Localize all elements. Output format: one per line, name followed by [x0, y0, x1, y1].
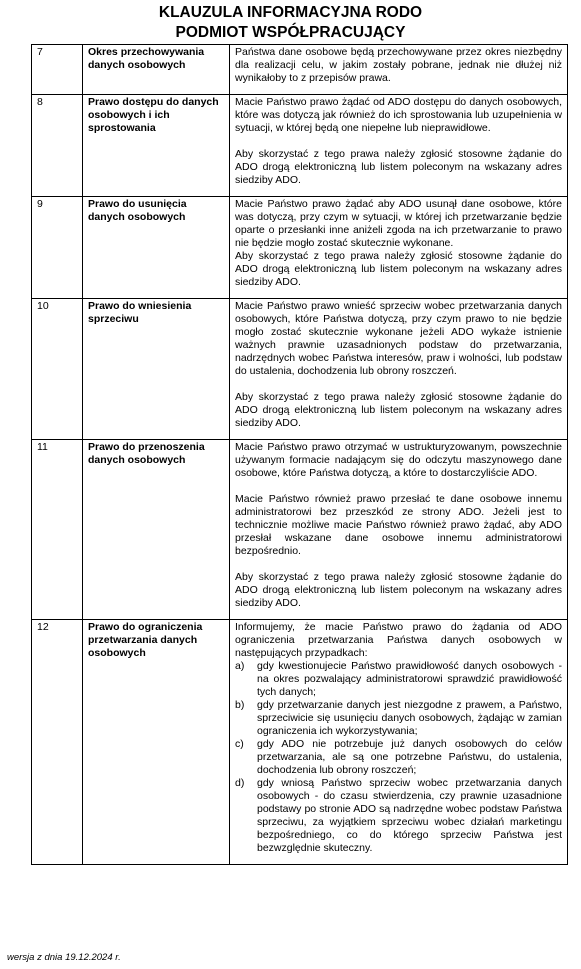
document-subtitle: PODMIOT WSPÓŁPRACUJĄCY [175, 24, 406, 41]
list-item-text: gdy wniosą Państwo sprzeciw wobec przetwarzania danych osobowych - do czasu stwierdzenia, czy prawnie uzasadnione podstawy po stronie ADO są nadrzędne wobec podstaw Państwa sprzeciwu, za wyjątkiem sprzeciwu wobec działań marketingu bezpośredniego, co do którego sprzeciw Państwa jest bezwzględnie skuteczny. [257, 777, 562, 854]
row-number: 7 [32, 45, 83, 95]
list-item-text: gdy ADO nie potrzebuje już danych osobowych do celów przetwarzania, ale są one potrzebne Państwu, do ustalenia, dochodzenia lub obrony roszczeń; [257, 738, 562, 776]
row-content [230, 299, 568, 440]
list-item [235, 660, 562, 699]
list-item [235, 738, 562, 777]
row-label: Prawo dostępu do danych osobowych i ich sprostowania [83, 95, 230, 197]
table-row [32, 197, 568, 299]
table-row [32, 45, 568, 95]
paragraph: Informujemy, że macie Państwo prawo do żądania od ADO ograniczenia przetwarzania Państwa danych osobowych w następujących przypadkach: [235, 621, 562, 659]
row-label: Prawo do wniesienia sprzeciwu [83, 299, 230, 440]
paragraph: Aby skorzystać z tego prawa należy zgłosić stosowne żądanie do ADO drogą elektroniczną lub listem poleconym na wskazany adres siedziby ADO. [235, 148, 562, 186]
list-marker: a) [235, 660, 245, 672]
paragraph: Macie Państwo prawo otrzymać w ustrukturyzowanym, powszechnie używanym formacie nadającym się do odczytu maszynowego dane osobowe, które Państwa dotyczą, a które to dostarczyliście ADO. [235, 441, 562, 479]
row-label: Okres przechowywania danych osobowych [83, 45, 230, 95]
row-content [230, 45, 568, 95]
row-content [230, 620, 568, 865]
row-content [230, 197, 568, 299]
list-marker: d) [235, 777, 245, 789]
row-label: Prawo do ograniczenia przetwarzania danych osobowych [83, 620, 230, 865]
paragraph: Aby skorzystać z tego prawa należy zgłosić stosowne żądanie do ADO drogą elektroniczną lub listem poleconym na wskazany adres siedziby ADO. [235, 250, 562, 288]
list-item-text: gdy kwestionujecie Państwo prawidłowość danych osobowych - na okres pozwalający administratorowi sprawdzić prawidłowość tych danych; [257, 660, 562, 698]
paragraph: Aby skorzystać z tego prawa należy zgłosić stosowne żądanie do ADO drogą elektroniczną lub listem poleconym na wskazany adres siedziby ADO. [235, 391, 562, 429]
row-number: 10 [32, 299, 83, 440]
paragraph: Macie Państwo również prawo przesłać te dane osobowe innemu administratorowi bez przeszkód ze strony ADO. Jeżeli jest to technicznie możliwe macie Państwo również prawo żądać, aby ADO przesłał wskazane dane osobowe innemu administratorowi bezpośrednio. [235, 493, 562, 557]
list-marker: c) [235, 738, 244, 750]
rodo-clause-table [31, 44, 568, 865]
row-number: 11 [32, 440, 83, 620]
row-number: 12 [32, 620, 83, 865]
version-footer: wersja z dnia 19.12.2024 r. [7, 952, 121, 963]
row-label: Prawo do przenoszenia danych osobowych [83, 440, 230, 620]
table-row [32, 95, 568, 197]
paragraph: Macie Państwo prawo żądać aby ADO usunął dane osobowe, które was dotyczą, przy czym w sytuacji, w której ich przetwarzanie będzie oparte o przesłanki inne aniżeli zgoda na ich przetwarzanie to prawo nie będzie mogło zostać skutecznie wykonane. [235, 198, 562, 249]
row-content [230, 440, 568, 620]
table-row [32, 620, 568, 865]
list-marker: b) [235, 699, 245, 711]
table-row [32, 440, 568, 620]
list-item-text: gdy przetwarzanie danych jest niezgodne z prawem, a Państwo, sprzeciwicie się usunięciu danych osobowych, żądając w zamian ograniczenia ich wykorzystywania; [257, 699, 562, 737]
row-number: 8 [32, 95, 83, 197]
row-number: 9 [32, 197, 83, 299]
row-content [230, 95, 568, 197]
table-row [32, 299, 568, 440]
list-item [235, 699, 562, 738]
list-item [235, 777, 562, 855]
row-label: Prawo do usunięcia danych osobowych [83, 197, 230, 299]
paragraph: Aby skorzystać z tego prawa należy zgłosić stosowne żądanie do ADO drogą elektroniczną lub listem poleconym na wskazany adres siedziby ADO. [235, 571, 562, 609]
document-title: KLAUZULA INFORMACYJNA RODO [158, 4, 423, 21]
paragraph: Macie Państwo prawo wnieść sprzeciw wobec przetwarzania danych osobowych, które Państwa dotyczą, przy czym prawo to nie będzie mogło zostać skutecznie wykonane jeżeli ADO wykaże istnienie ważnych prawnie uzasadnionych podstaw do przetwarzania, nadrzędnych wobec Państwa interesów, praw i wolności, lub podstaw do ustalenia, dochodzenia lub obrony roszczeń. [235, 300, 562, 377]
paragraph: Państwa dane osobowe będą przechowywane przez okres niezbędny dla realizacji celu, w jakim zostały pobrane, jednak nie dłużej niż wynikałoby to z przepisów prawa. [235, 46, 562, 84]
paragraph: Macie Państwo prawo żądać od ADO dostępu do danych osobowych, które was dotyczą jak również do ich sprostowania lub uzupełnienia w sytuacji, w której będą one niepełne lub nieprawidłowe. [235, 96, 562, 134]
